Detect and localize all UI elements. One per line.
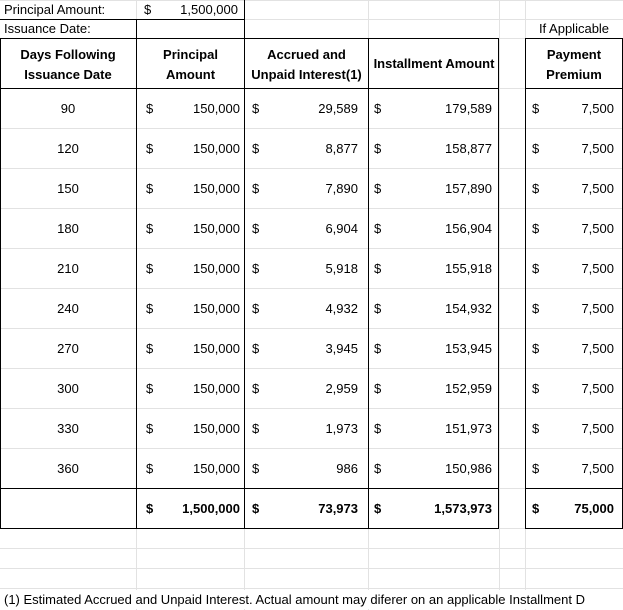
interest-currency: $ [252,381,260,396]
installment-currency: $ [374,381,382,396]
days-cell: 300 [57,381,79,396]
total-installment: 1,573,973 [434,501,492,516]
installment-cell: 156,904 [445,221,492,236]
header-days-line2: Issuance Date [24,67,112,82]
gridline [499,0,500,610]
premium-currency: $ [532,461,540,476]
table-border [0,38,136,39]
installment-cell: 153,945 [445,341,492,356]
interest-currency: $ [252,461,260,476]
gridline [0,548,623,549]
days-cell: 360 [57,461,79,476]
gridline [0,248,623,249]
principal-currency: $ [146,221,154,236]
installment-cell: 152,959 [445,381,492,396]
premium-currency: $ [532,381,540,396]
interest-cell: 3,945 [325,341,358,356]
gridline [0,128,623,129]
gridline [0,448,623,449]
installment-currency: $ [374,341,382,356]
gridline [0,168,623,169]
header-principal-line1: Principal [163,47,218,62]
gridline [0,368,623,369]
installment-currency: $ [374,221,382,236]
installment-cell: 150,986 [445,461,492,476]
table-border [0,488,499,489]
interest-cell: 1,973 [325,421,358,436]
footnote: (1) Estimated Accrued and Unpaid Interest. Actual amount may diferer on an applicable Installment D [4,590,623,609]
installment-cell: 158,877 [445,141,492,156]
interest-currency: $ [252,421,260,436]
premium-cell: 7,500 [581,221,614,236]
header-interest-line1: Accrued and [267,47,346,62]
table-border [498,38,499,528]
principal-currency: $ [146,381,154,396]
principal-amount-currency: $ [144,2,152,17]
table-border [525,528,623,529]
installment-cell: 151,973 [445,421,492,436]
interest-currency: $ [252,141,260,156]
principal-currency: $ [146,181,154,196]
installment-currency: $ [374,141,382,156]
header-days-line1: Days Following [20,47,116,62]
principal-currency: $ [146,461,154,476]
principal-amount-value: 1,500,000 [180,2,238,17]
premium-cell: 7,500 [581,341,614,356]
interest-cell: 6,904 [325,221,358,236]
interest-currency: $ [252,301,260,316]
premium-currency: $ [532,101,540,116]
interest-currency: $ [252,101,260,116]
principal-currency: $ [146,101,154,116]
total-principal: 1,500,000 [182,501,240,516]
interest-currency: $ [252,181,260,196]
table-border [368,38,369,528]
gridline [0,328,623,329]
gridline [0,568,623,569]
days-cell: 210 [57,261,79,276]
table-border [0,88,499,89]
total-installment-currency: $ [374,501,382,516]
installment-cell: 157,890 [445,181,492,196]
interest-currency: $ [252,221,260,236]
interest-cell: 7,890 [325,181,358,196]
gridline [0,588,623,589]
principal-cell: 150,000 [193,381,240,396]
principal-cell: 150,000 [193,341,240,356]
total-premium-currency: $ [532,501,540,516]
principal-currency: $ [146,141,154,156]
premium-cell: 7,500 [581,261,614,276]
total-principal-currency: $ [146,501,154,516]
premium-cell: 7,500 [581,181,614,196]
table-border [244,38,245,528]
installment-cell: 155,918 [445,261,492,276]
interest-cell: 986 [336,461,358,476]
installment-cell: 154,932 [445,301,492,316]
interest-cell: 4,932 [325,301,358,316]
principal-currency: $ [146,301,154,316]
table-border [525,488,623,489]
days-cell: 270 [57,341,79,356]
table-border [136,19,137,38]
days-cell: 150 [57,181,79,196]
table-border [244,0,245,38]
premium-currency: $ [532,341,540,356]
gridline [0,288,623,289]
header-premium-line2: Premium [546,67,602,82]
premium-currency: $ [532,301,540,316]
days-cell: 330 [57,421,79,436]
installment-currency: $ [374,181,382,196]
installment-currency: $ [374,101,382,116]
premium-cell: 7,500 [581,301,614,316]
principal-cell: 150,000 [193,301,240,316]
principal-amount-label: Principal Amount: [4,2,106,17]
installment-currency: $ [374,461,382,476]
table-border [525,38,526,528]
premium-currency: $ [532,221,540,236]
interest-currency: $ [252,341,260,356]
principal-cell: 150,000 [193,461,240,476]
installment-currency: $ [374,261,382,276]
gridline [0,408,623,409]
header-premium-line1: Payment [546,47,602,62]
principal-cell: 150,000 [193,181,240,196]
principal-cell: 150,000 [193,261,240,276]
premium-cell: 7,500 [581,141,614,156]
table-border [525,38,623,39]
interest-currency: $ [252,261,260,276]
premium-currency: $ [532,421,540,436]
days-cell: 120 [57,141,79,156]
days-cell: 90 [60,101,76,116]
days-cell: 180 [57,221,79,236]
premium-cell: 7,500 [581,421,614,436]
premium-currency: $ [532,141,540,156]
table-border [136,38,137,528]
interest-cell: 29,589 [318,101,358,116]
table-border [0,528,499,529]
interest-cell: 8,877 [325,141,358,156]
principal-cell: 150,000 [193,221,240,236]
gridline [0,208,623,209]
premium-cell: 7,500 [581,101,614,116]
premium-currency: $ [532,261,540,276]
days-cell: 240 [57,301,79,316]
principal-currency: $ [146,341,154,356]
principal-cell: 150,000 [193,141,240,156]
table-border [525,88,623,89]
total-interest-currency: $ [252,501,260,516]
if-applicable-label: If Applicable [538,21,610,36]
interest-cell: 5,918 [325,261,358,276]
installment-cell: 179,589 [445,101,492,116]
issuance-date-label: Issuance Date: [4,21,91,36]
header-principal-line2: Amount [165,67,216,82]
premium-cell: 7,500 [581,461,614,476]
principal-cell: 150,000 [193,421,240,436]
installment-currency: $ [374,301,382,316]
principal-currency: $ [146,421,154,436]
header-interest-line2: Unpaid Interest(1) [251,67,362,82]
premium-cell: 7,500 [581,381,614,396]
header-installment: Installment Amount [373,56,495,71]
premium-currency: $ [532,181,540,196]
principal-currency: $ [146,261,154,276]
total-interest: 73,973 [318,501,358,516]
installment-currency: $ [374,421,382,436]
principal-cell: 150,000 [193,101,240,116]
interest-cell: 2,959 [325,381,358,396]
total-premium: 75,000 [574,501,614,516]
